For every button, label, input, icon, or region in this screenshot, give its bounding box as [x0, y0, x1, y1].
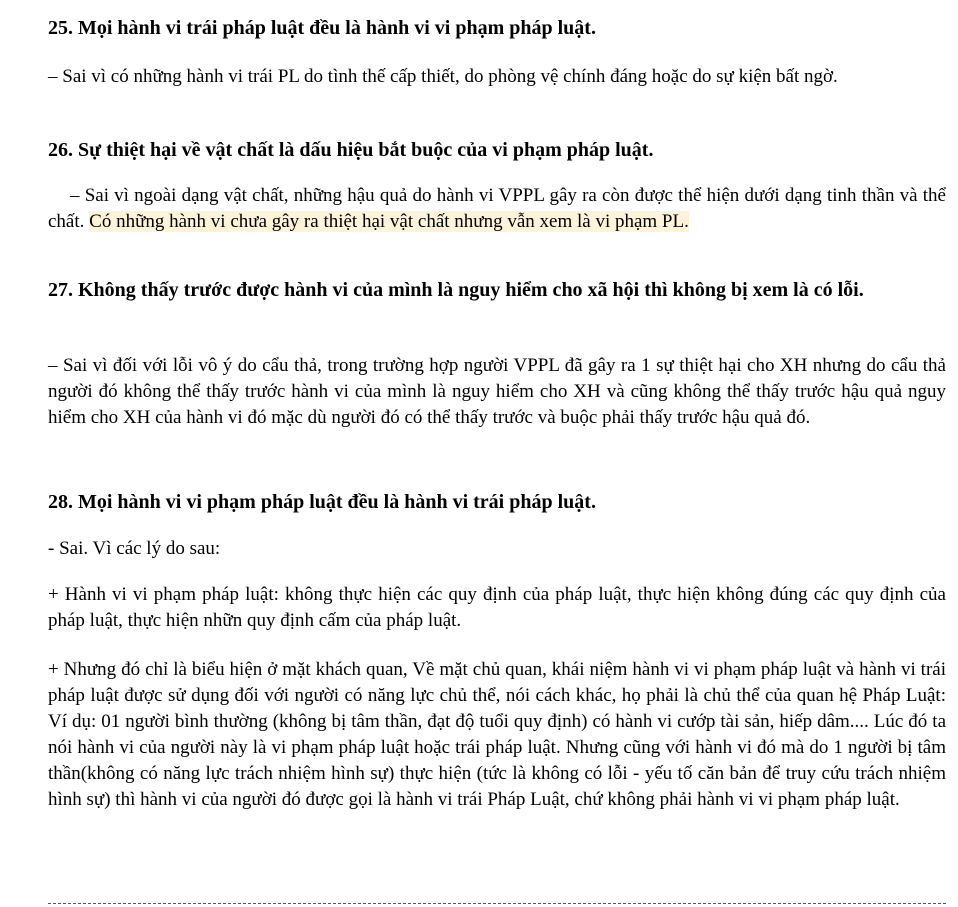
question-28-heading: 28. Mọi hành vi vi phạm pháp luật đều là hành vi trái pháp luật.	[48, 491, 596, 513]
question-25-heading: 25. Mọi hành vi trái pháp luật đều là hành vi vi phạm pháp luật.	[48, 17, 596, 39]
question-25-answer: – Sai vì có những hành vi trái PL do tình thế cấp thiết, do phòng vệ chính đáng hoặc do sự kiện bất ngờ.	[48, 66, 838, 87]
question-28-intro: - Sai. Vì các lý do sau:	[48, 538, 221, 559]
page-bottom-rule	[48, 903, 946, 904]
question-28-point-2: + Nhưng đó chỉ là biểu hiện ở mặt khách quan, Về mặt chủ quan, khái niệm hành vi vi phạm pháp luật và hành vi trái pháp luật được sử dụng đối với người có năng lực chủ thể, nói cách khác, họ phải là chủ thể của quan hệ Pháp Luật: Ví dụ: 01 người bình thường (không bị tâm thần, đạt độ tuổi quy định) có hành vi cướp tài sản, hiếp dâm.... Lúc đó ta nói hành vi của người này là vi phạm pháp luật hoặc trái pháp luật. Nhưng cũng với hành vi đó mà do 1 người bị tâm thần(không có năng lực trách nhiệm hình sự) thực hiện (tức là không có lỗi - yếu tố căn bản để truy cứu trách nhiệm hình sự) thì hành vi của người đó được gọi là hành vi trái Pháp Luật, chứ không phải hành vi vi phạm pháp luật.	[48, 659, 946, 810]
question-27-heading: 27. Không thấy trước được hành vi của mình là nguy hiểm cho xã hội thì không bị xem là có lỗi.	[48, 279, 864, 301]
question-27-answer: – Sai vì đối với lỗi vô ý do cẩu thả, trong trường hợp người VPPL đã gây ra 1 sự thiệt hại cho XH nhưng do cẩu thả người đó không thể thấy trước hành vi của mình là nguy hiểm cho XH và cũng không thể thấy trước hậu quả nguy hiểm cho XH của hành vi đó mặc dù người đó có thể thấy trước và buộc phải thấy trước hậu quả đó.	[48, 355, 946, 428]
question-26-answer-part1: – Sai vì ngoài dạng vật chất, những hậu quả do hành vi VPPL gây ra còn được thể hiện dưới dạng tinh thần và thể chất.	[48, 185, 946, 232]
question-26-answer-highlight: Có những hành vi chưa gây ra thiệt hại vật chất nhưng vẫn xem là vi phạm PL.	[89, 211, 689, 232]
question-26-heading: 26. Sự thiệt hại về vật chất là dấu hiệu bắt buộc của vi phạm pháp luật.	[48, 139, 654, 161]
question-26-answer	[48, 183, 946, 235]
question-28-point-1: + Hành vi vi phạm pháp luật: không thực hiện các quy định của pháp luật, thực hiện không đúng các quy định của pháp luật, thực hiện nhữn quy định cấm của pháp luật.	[48, 584, 946, 631]
